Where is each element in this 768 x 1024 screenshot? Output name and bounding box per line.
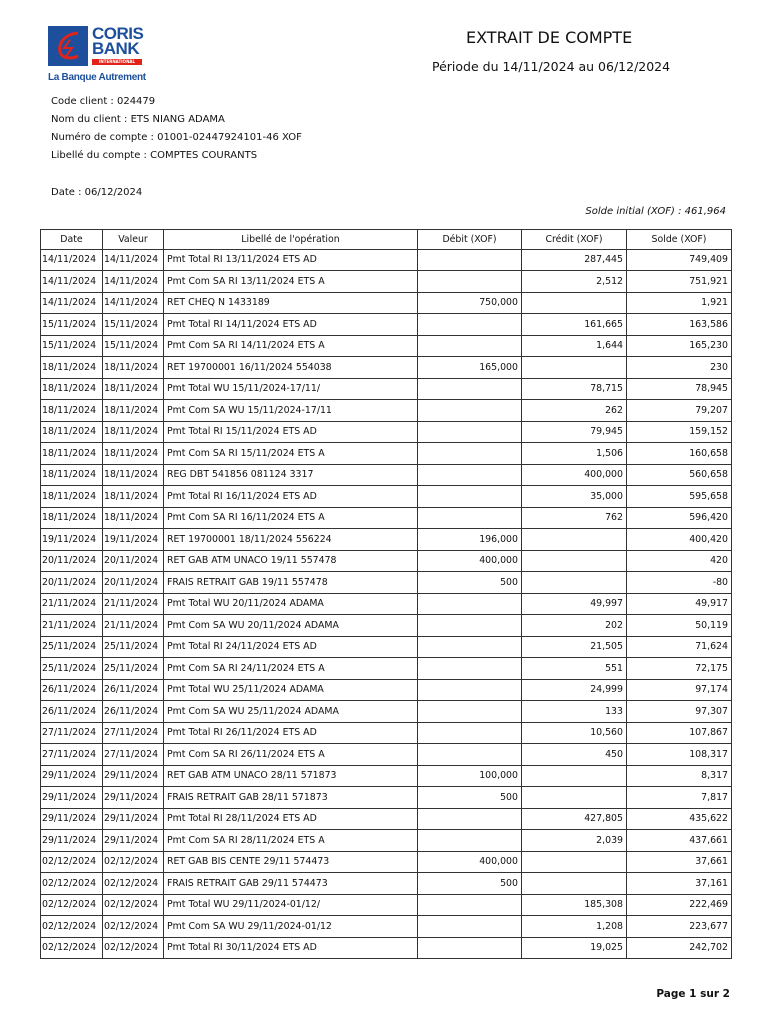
- cell-valeur: 18/11/2024: [103, 400, 164, 422]
- cell-debit: [418, 507, 522, 529]
- cell-valeur: 18/11/2024: [103, 464, 164, 486]
- table-row: [41, 851, 732, 873]
- cell-solde: 71,624: [627, 636, 732, 658]
- page-indicator: Page 1 sur 2: [656, 988, 730, 1000]
- cell-credit: 185,308: [522, 894, 627, 916]
- cell-date: 20/11/2024: [41, 572, 103, 594]
- cell-debit: [418, 443, 522, 465]
- cell-date: 02/12/2024: [41, 937, 103, 959]
- cell-debit: [418, 378, 522, 400]
- cell-solde: 749,409: [627, 249, 732, 271]
- account-label: Libellé du compte : COMPTES COURANTS: [51, 150, 258, 161]
- cell-debit: [418, 830, 522, 852]
- table-row: [41, 701, 732, 723]
- table-row: [41, 636, 732, 658]
- table-row: [41, 378, 732, 400]
- client-name: Nom du client : ETS NIANG ADAMA: [51, 114, 225, 125]
- cell-solde: 37,161: [627, 873, 732, 895]
- cell-libelle: REG DBT 541856 081124 3317: [164, 464, 418, 486]
- cell-solde: 242,702: [627, 937, 732, 959]
- cell-solde: 37,661: [627, 851, 732, 873]
- cell-date: 25/11/2024: [41, 636, 103, 658]
- cell-libelle: Pmt Com SA RI 14/11/2024 ETS A: [164, 335, 418, 357]
- cell-debit: [418, 658, 522, 680]
- cell-credit: 2,039: [522, 830, 627, 852]
- cell-debit: [418, 486, 522, 508]
- logo-emblem-icon: [48, 26, 88, 66]
- cell-valeur: 02/12/2024: [103, 851, 164, 873]
- table-row: [41, 400, 732, 422]
- cell-solde: 165,230: [627, 335, 732, 357]
- cell-solde: 160,658: [627, 443, 732, 465]
- cell-credit: [522, 292, 627, 314]
- cell-valeur: 26/11/2024: [103, 701, 164, 723]
- table-row: [41, 679, 732, 701]
- cell-libelle: Pmt Com SA RI 15/11/2024 ETS A: [164, 443, 418, 465]
- cell-debit: [418, 808, 522, 830]
- cell-date: 29/11/2024: [41, 765, 103, 787]
- cell-valeur: 25/11/2024: [103, 636, 164, 658]
- cell-date: 27/11/2024: [41, 722, 103, 744]
- cell-valeur: 19/11/2024: [103, 529, 164, 551]
- cell-solde: 97,174: [627, 679, 732, 701]
- cell-valeur: 15/11/2024: [103, 314, 164, 336]
- cell-valeur: 02/12/2024: [103, 916, 164, 938]
- cell-debit: [418, 679, 522, 701]
- cell-valeur: 20/11/2024: [103, 550, 164, 572]
- cell-solde: 595,658: [627, 486, 732, 508]
- cell-credit: 35,000: [522, 486, 627, 508]
- cell-debit: 100,000: [418, 765, 522, 787]
- cell-debit: [418, 701, 522, 723]
- cell-date: 14/11/2024: [41, 292, 103, 314]
- cell-date: 26/11/2024: [41, 679, 103, 701]
- cell-date: 18/11/2024: [41, 400, 103, 422]
- table-row: [41, 830, 732, 852]
- cell-date: 02/12/2024: [41, 873, 103, 895]
- cell-libelle: Pmt Com SA RI 16/11/2024 ETS A: [164, 507, 418, 529]
- cell-valeur: 29/11/2024: [103, 808, 164, 830]
- cell-date: 20/11/2024: [41, 550, 103, 572]
- cell-libelle: Pmt Com SA WU 15/11/2024-17/11: [164, 400, 418, 422]
- cell-credit: [522, 873, 627, 895]
- cell-valeur: 20/11/2024: [103, 572, 164, 594]
- cell-credit: [522, 550, 627, 572]
- cell-credit: [522, 529, 627, 551]
- cell-date: 21/11/2024: [41, 593, 103, 615]
- cell-debit: [418, 615, 522, 637]
- cell-date: 14/11/2024: [41, 249, 103, 271]
- cell-credit: 1,644: [522, 335, 627, 357]
- cell-valeur: 18/11/2024: [103, 443, 164, 465]
- cell-credit: 202: [522, 615, 627, 637]
- statement-period: Période du 14/11/2024 au 06/12/2024: [432, 59, 671, 74]
- cell-date: 15/11/2024: [41, 314, 103, 336]
- cell-libelle: RET 19700001 18/11/2024 556224: [164, 529, 418, 551]
- cell-libelle: Pmt Com SA RI 13/11/2024 ETS A: [164, 271, 418, 293]
- cell-libelle: Pmt Total RI 26/11/2024 ETS AD: [164, 722, 418, 744]
- cell-date: 18/11/2024: [41, 421, 103, 443]
- cell-date: 18/11/2024: [41, 464, 103, 486]
- cell-date: 02/12/2024: [41, 851, 103, 873]
- cell-libelle: Pmt Total WU 15/11/2024-17/11/: [164, 378, 418, 400]
- cell-date: 02/12/2024: [41, 894, 103, 916]
- col-solde: Solde (XOF): [627, 230, 732, 250]
- col-credit: Crédit (XOF): [522, 230, 627, 250]
- cell-date: 29/11/2024: [41, 787, 103, 809]
- cell-debit: 196,000: [418, 529, 522, 551]
- cell-debit: [418, 314, 522, 336]
- cell-libelle: Pmt Com SA RI 28/11/2024 ETS A: [164, 830, 418, 852]
- statement-date: Date : 06/12/2024: [51, 187, 143, 198]
- cell-solde: 400,420: [627, 529, 732, 551]
- cell-date: 18/11/2024: [41, 357, 103, 379]
- table-row: [41, 271, 732, 293]
- table-row: [41, 529, 732, 551]
- cell-libelle: RET 19700001 16/11/2024 554038: [164, 357, 418, 379]
- cell-solde: 159,152: [627, 421, 732, 443]
- cell-credit: 2,512: [522, 271, 627, 293]
- document-title: EXTRAIT DE COMPTE: [466, 28, 633, 47]
- cell-date: 26/11/2024: [41, 701, 103, 723]
- logo-tagline: La Banque Autrement: [48, 72, 146, 83]
- logo-name: CORIS BANK: [92, 24, 144, 58]
- cell-debit: 400,000: [418, 550, 522, 572]
- cell-libelle: Pmt Total RI 24/11/2024 ETS AD: [164, 636, 418, 658]
- cell-valeur: 18/11/2024: [103, 486, 164, 508]
- cell-valeur: 02/12/2024: [103, 937, 164, 959]
- cell-solde: -80: [627, 572, 732, 594]
- table-row: [41, 357, 732, 379]
- table-row: [41, 292, 732, 314]
- cell-solde: 97,307: [627, 701, 732, 723]
- cell-date: 27/11/2024: [41, 744, 103, 766]
- client-code: Code client : 024479: [51, 96, 156, 107]
- cell-solde: 420: [627, 550, 732, 572]
- table-row: [41, 249, 732, 271]
- cell-date: 29/11/2024: [41, 830, 103, 852]
- table-row: [41, 572, 732, 594]
- table-row: [41, 443, 732, 465]
- cell-solde: 230: [627, 357, 732, 379]
- table-row: [41, 314, 732, 336]
- cell-debit: 750,000: [418, 292, 522, 314]
- cell-date: 15/11/2024: [41, 335, 103, 357]
- cell-libelle: Pmt Total WU 20/11/2024 ADAMA: [164, 593, 418, 615]
- cell-solde: 223,677: [627, 916, 732, 938]
- table-row: [41, 335, 732, 357]
- cell-credit: 49,997: [522, 593, 627, 615]
- cell-date: 14/11/2024: [41, 271, 103, 293]
- cell-libelle: Pmt Com SA RI 24/11/2024 ETS A: [164, 658, 418, 680]
- cell-valeur: 27/11/2024: [103, 744, 164, 766]
- table-row: [41, 615, 732, 637]
- table-row: [41, 873, 732, 895]
- cell-libelle: Pmt Total RI 14/11/2024 ETS AD: [164, 314, 418, 336]
- initial-balance: Solde initial (XOF) : 461,964: [585, 206, 726, 217]
- table-row: [41, 894, 732, 916]
- cell-valeur: 29/11/2024: [103, 830, 164, 852]
- cell-credit: 24,999: [522, 679, 627, 701]
- cell-debit: 165,000: [418, 357, 522, 379]
- cell-libelle: FRAIS RETRAIT GAB 28/11 571873: [164, 787, 418, 809]
- col-debit: Débit (XOF): [418, 230, 522, 250]
- table-row: [41, 722, 732, 744]
- cell-debit: [418, 937, 522, 959]
- cell-valeur: 27/11/2024: [103, 722, 164, 744]
- cell-credit: 19,025: [522, 937, 627, 959]
- cell-date: 18/11/2024: [41, 443, 103, 465]
- cell-credit: 133: [522, 701, 627, 723]
- table-row: [41, 744, 732, 766]
- cell-libelle: Pmt Com SA RI 26/11/2024 ETS A: [164, 744, 418, 766]
- cell-credit: 262: [522, 400, 627, 422]
- cell-credit: [522, 765, 627, 787]
- cell-libelle: Pmt Total WU 29/11/2024-01/12/: [164, 894, 418, 916]
- cell-credit: 287,445: [522, 249, 627, 271]
- transactions-table: [40, 229, 732, 959]
- cell-credit: [522, 357, 627, 379]
- table-row: [41, 593, 732, 615]
- cell-libelle: Pmt Com SA WU 20/11/2024 ADAMA: [164, 615, 418, 637]
- cell-valeur: 26/11/2024: [103, 679, 164, 701]
- table-row: [41, 464, 732, 486]
- cell-debit: [418, 464, 522, 486]
- cell-debit: [418, 636, 522, 658]
- table-header-row: [41, 230, 732, 250]
- cell-debit: [418, 271, 522, 293]
- cell-valeur: 29/11/2024: [103, 765, 164, 787]
- cell-debit: [418, 335, 522, 357]
- table-row: [41, 937, 732, 959]
- cell-valeur: 02/12/2024: [103, 873, 164, 895]
- cell-credit: 21,505: [522, 636, 627, 658]
- cell-solde: 72,175: [627, 658, 732, 680]
- cell-date: 18/11/2024: [41, 378, 103, 400]
- cell-credit: 551: [522, 658, 627, 680]
- cell-debit: [418, 421, 522, 443]
- cell-solde: 1,921: [627, 292, 732, 314]
- cell-solde: 107,867: [627, 722, 732, 744]
- cell-solde: 163,586: [627, 314, 732, 336]
- cell-solde: 108,317: [627, 744, 732, 766]
- cell-credit: [522, 787, 627, 809]
- coris-bank-logo: [48, 26, 148, 86]
- cell-solde: 437,661: [627, 830, 732, 852]
- table-row: [41, 765, 732, 787]
- cell-credit: 1,208: [522, 916, 627, 938]
- table-row: [41, 486, 732, 508]
- cell-valeur: 14/11/2024: [103, 249, 164, 271]
- cell-date: 29/11/2024: [41, 808, 103, 830]
- cell-valeur: 14/11/2024: [103, 292, 164, 314]
- cell-libelle: Pmt Total RI 15/11/2024 ETS AD: [164, 421, 418, 443]
- cell-valeur: 14/11/2024: [103, 271, 164, 293]
- table-row: [41, 507, 732, 529]
- cell-date: 02/12/2024: [41, 916, 103, 938]
- table-row: [41, 808, 732, 830]
- cell-libelle: Pmt Total RI 16/11/2024 ETS AD: [164, 486, 418, 508]
- cell-date: 18/11/2024: [41, 507, 103, 529]
- cell-libelle: RET GAB ATM UNACO 28/11 571873: [164, 765, 418, 787]
- cell-libelle: RET GAB BIS CENTE 29/11 574473: [164, 851, 418, 873]
- cell-credit: 1,506: [522, 443, 627, 465]
- cell-valeur: 15/11/2024: [103, 335, 164, 357]
- cell-solde: 8,317: [627, 765, 732, 787]
- cell-valeur: 29/11/2024: [103, 787, 164, 809]
- cell-valeur: 21/11/2024: [103, 615, 164, 637]
- cell-solde: 751,921: [627, 271, 732, 293]
- cell-libelle: FRAIS RETRAIT GAB 19/11 557478: [164, 572, 418, 594]
- cell-debit: [418, 400, 522, 422]
- cell-valeur: 18/11/2024: [103, 507, 164, 529]
- cell-debit: 500: [418, 572, 522, 594]
- cell-credit: 161,665: [522, 314, 627, 336]
- table-row: [41, 421, 732, 443]
- table-row: [41, 658, 732, 680]
- cell-solde: 596,420: [627, 507, 732, 529]
- cell-credit: 400,000: [522, 464, 627, 486]
- cell-libelle: Pmt Total RI 28/11/2024 ETS AD: [164, 808, 418, 830]
- cell-solde: 50,119: [627, 615, 732, 637]
- cell-credit: 762: [522, 507, 627, 529]
- cell-valeur: 18/11/2024: [103, 421, 164, 443]
- cell-debit: [418, 593, 522, 615]
- cell-date: 21/11/2024: [41, 615, 103, 637]
- logo-sub: INTERNATIONAL: [92, 59, 142, 65]
- cell-libelle: Pmt Total RI 30/11/2024 ETS AD: [164, 937, 418, 959]
- cell-debit: [418, 249, 522, 271]
- cell-credit: 427,805: [522, 808, 627, 830]
- cell-solde: 79,207: [627, 400, 732, 422]
- cell-solde: 7,817: [627, 787, 732, 809]
- cell-valeur: 18/11/2024: [103, 378, 164, 400]
- col-libelle: Libellé de l'opération: [164, 230, 418, 250]
- cell-credit: [522, 572, 627, 594]
- cell-solde: 49,917: [627, 593, 732, 615]
- cell-valeur: 25/11/2024: [103, 658, 164, 680]
- table-row: [41, 787, 732, 809]
- cell-libelle: Pmt Total RI 13/11/2024 ETS AD: [164, 249, 418, 271]
- cell-debit: 500: [418, 787, 522, 809]
- cell-debit: [418, 744, 522, 766]
- cell-debit: 400,000: [418, 851, 522, 873]
- cell-solde: 78,945: [627, 378, 732, 400]
- cell-credit: 79,945: [522, 421, 627, 443]
- cell-credit: 10,560: [522, 722, 627, 744]
- cell-libelle: RET CHEQ N 1433189: [164, 292, 418, 314]
- cell-debit: [418, 894, 522, 916]
- cell-credit: [522, 851, 627, 873]
- cell-libelle: Pmt Total WU 25/11/2024 ADAMA: [164, 679, 418, 701]
- cell-libelle: FRAIS RETRAIT GAB 29/11 574473: [164, 873, 418, 895]
- cell-credit: 450: [522, 744, 627, 766]
- cell-debit: [418, 722, 522, 744]
- cell-libelle: Pmt Com SA WU 25/11/2024 ADAMA: [164, 701, 418, 723]
- cell-debit: [418, 916, 522, 938]
- table-row: [41, 550, 732, 572]
- cell-date: 18/11/2024: [41, 486, 103, 508]
- col-date: Date: [41, 230, 103, 250]
- table-row: [41, 916, 732, 938]
- cell-solde: 222,469: [627, 894, 732, 916]
- cell-libelle: RET GAB ATM UNACO 19/11 557478: [164, 550, 418, 572]
- col-valeur: Valeur: [103, 230, 164, 250]
- account-number: Numéro de compte : 01001-02447924101-46 XOF: [51, 132, 302, 143]
- cell-date: 25/11/2024: [41, 658, 103, 680]
- cell-valeur: 21/11/2024: [103, 593, 164, 615]
- cell-date: 19/11/2024: [41, 529, 103, 551]
- cell-solde: 560,658: [627, 464, 732, 486]
- cell-valeur: 02/12/2024: [103, 894, 164, 916]
- cell-credit: 78,715: [522, 378, 627, 400]
- cell-libelle: Pmt Com SA WU 29/11/2024-01/12: [164, 916, 418, 938]
- cell-debit: 500: [418, 873, 522, 895]
- cell-valeur: 18/11/2024: [103, 357, 164, 379]
- cell-solde: 435,622: [627, 808, 732, 830]
